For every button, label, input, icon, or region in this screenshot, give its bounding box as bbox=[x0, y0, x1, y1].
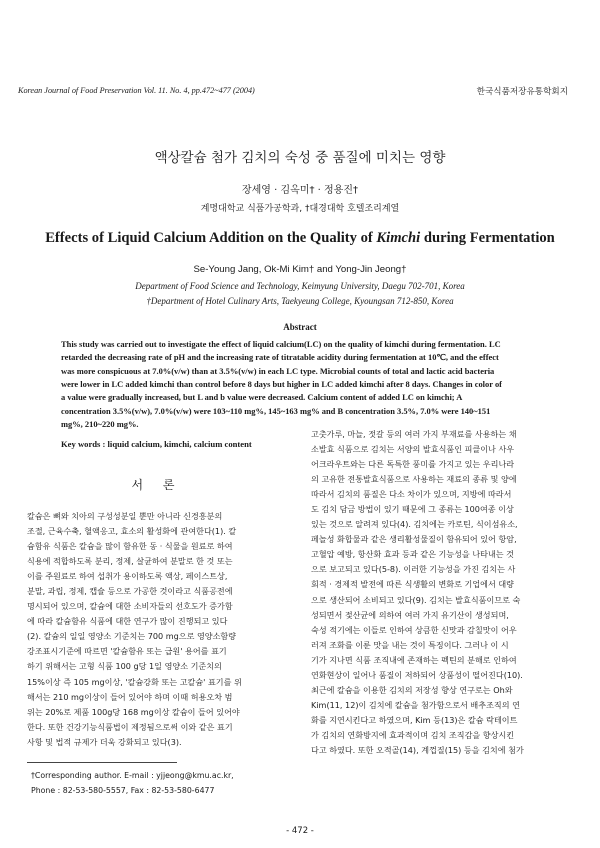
body-line: 러져 조화를 이룬 맛을 내는 것이 특징이다. 그러나 이 시 bbox=[311, 639, 509, 650]
body-line: 조절, 근육수축, 혈액응고, 효소의 활성화에 관여한다(1). 칼 bbox=[27, 526, 237, 537]
body-line: 최근에 칼슘을 이용한 김치의 저장성 향상 연구로는 Oh와 bbox=[311, 684, 513, 695]
right-column bbox=[311, 427, 573, 758]
abstract-line: retarded the decreasing rate of pH and the increasing rate of titratable acidity during fermentation at 10℃, and the effect bbox=[61, 352, 499, 363]
abstract-line: This study was carried out to investigate the effect of liquid calcium(LC) on the quality of kimchi during fermentation. LC bbox=[61, 339, 501, 349]
footnote bbox=[31, 768, 234, 798]
body-line: 가 김치의 연화방지에 효과적이며 김치 조직감을 향상시킨 bbox=[311, 729, 515, 740]
english-title bbox=[0, 230, 600, 247]
body-line: 페놀성 화합물과 같은 생리활성물질이 함유되어 있어 항암, bbox=[311, 534, 517, 545]
body-line: 위는 20%로 제품 100g당 168 mg이상 칼슘이 들어 있어야 bbox=[27, 706, 240, 717]
body-line: 고혈압 예방, 항산화 효과 등과 같은 기능성을 나타내는 것 bbox=[311, 549, 514, 560]
body-line: 숙성 적기에는 이들로 인하여 상큼한 신맛과 감칠맛이 어우 bbox=[311, 624, 517, 635]
body-line: 슘함유 식품은 칼슘을 많이 함유한 동 · 식물을 원료로 하여 bbox=[27, 541, 233, 552]
body-line: (2). 칼슘의 일일 영양소 기준치는 700 mg으로 영양소함량 bbox=[27, 631, 237, 642]
body-line: 칼슘은 뼈와 치아의 구성성분일 뿐만 아니라 신경흥분의 bbox=[27, 511, 223, 521]
body-line: 분말, 과립, 정제, 캡슐 등으로 가공한 것이라고 식품공전에 bbox=[27, 586, 233, 597]
body-line: Kim(11, 12)이 김치에 칼슘을 첨가함으로서 배추조직의 연 bbox=[311, 699, 520, 710]
english-title-italic: Kimchi bbox=[376, 230, 421, 246]
body-line: 사항 및 법적 규제가 더욱 강화되고 있다(3). bbox=[27, 736, 182, 747]
body-line: 따라서 김치의 품질은 다소 차이가 있으며, 지방에 따라서 bbox=[311, 489, 512, 500]
abstract-heading: Abstract bbox=[283, 322, 317, 332]
body-line: 으로 보고되고 있다(5-8). 이러한 기능성을 가진 김치는 사 bbox=[311, 564, 516, 575]
body-line: 고춧가루, 마늘, 젓갈 등의 여러 가지 부재료를 사용하는 채 bbox=[311, 429, 517, 439]
body-line: 해서는 210 mg이상이 들어 있어야 하며 이때 허용오차 범 bbox=[27, 691, 233, 702]
english-affiliation-1: Department of Food Science and Technology, Keimyung University, Daegu 702-701, Korea bbox=[135, 281, 465, 291]
english-affiliation-2: †Department of Hotel Culinary Arts, Taekyeung College, Kyoungsan 712-850, Korea bbox=[146, 296, 454, 306]
footnote-divider bbox=[27, 762, 177, 763]
left-column bbox=[27, 509, 289, 750]
korean-affiliation: 계명대학교 식품가공학과, †대경대학 호텔조리계열 bbox=[200, 204, 400, 214]
page-number: - 472 - bbox=[286, 826, 314, 836]
english-authors: Se-Young Jang, Ok-Mi Kim† and Yong-Jin Jeong† bbox=[193, 264, 407, 275]
body-line: 한다. 또한 건강기능식품법이 제정됨으로써 이와 같은 표기 bbox=[27, 721, 233, 732]
section-title-introduction: 서 론 bbox=[131, 478, 183, 492]
body-line: 화를 지연시킨다고 하였으며, Kim 등(13)은 칼슘 락테이트 bbox=[311, 714, 518, 725]
body-line: 기가 지나면 식품 조직내에 존재하는 펙틴의 분해로 인하여 bbox=[311, 654, 517, 665]
abstract-line: were lower in LC added kimchi than control before 8 days but higher in LC added kimchi after 8 days. Changes in color of bbox=[61, 379, 502, 390]
abstract-line: mg%, 210~220 mg%. bbox=[61, 419, 139, 430]
body-line: 15%이상 즉 105 mg이상, '칼슘강화 또는 고칼슘' 표기를 위 bbox=[27, 676, 242, 687]
body-line: 이를 주원료로 하여 섭취가 용이하도록 액상, 페이스트상, bbox=[27, 571, 228, 582]
abstract-body bbox=[61, 338, 553, 431]
body-line: 하기 위해서는 고형 식품 100 g당 1일 영양소 기준치의 bbox=[27, 661, 222, 672]
journal-citation: Korean Journal of Food Preservation Vol. 11. No. 4, pp.472~477 (2004) bbox=[18, 86, 255, 95]
keywords: Key words : liquid calcium, kimchi, calcium content bbox=[61, 439, 252, 449]
korean-title: 액상칼슘 첨가 김치의 숙성 중 품질에 미치는 영향 bbox=[154, 150, 446, 166]
body-line: 회적 · 경제적 발전에 따른 식생활의 변화로 기업에서 대량 bbox=[311, 579, 514, 590]
body-line: 연화현상이 일어나 품질이 저하되어 상품성이 떨어진다(10). bbox=[311, 669, 523, 680]
body-line: 으로 생산되어 소비되고 있다(9). 김치는 발효식품이므로 숙 bbox=[311, 594, 521, 605]
body-line: 명시되어 있으며, 칼슘에 대한 소비자들의 선호도가 증가함 bbox=[27, 601, 233, 612]
footnote-contact: †Corresponding author. E-mail : yjjeong@kmu.ac.kr, bbox=[31, 771, 234, 780]
abstract-line: was more conspicuous at 7.0%(v/w) than at 3.5%(v/w) in each LC type. Microbial counts of total and lactic acid bacteria bbox=[61, 365, 495, 376]
english-title-part2: during Fermentation bbox=[420, 230, 555, 246]
abstract-line: concentration 3.5%(v/w), 7.0%(v/w) were 103~110 mg%, 145~163 mg% and B concentration 3.5%, 7.0% were 140~151 bbox=[61, 405, 491, 416]
body-line: 강조표시기준에 따르면 '칼슘함유 또는 급원' 용어를 표기 bbox=[27, 646, 227, 657]
footnote-phone: Phone : 82-53-580-5557, Fax : 82-53-580-6477 bbox=[31, 786, 215, 795]
body-line: 어크라우트와는 다른 독특한 풍미를 가지고 있는 우리나라 bbox=[311, 459, 515, 470]
english-title-part1: Effects of Liquid Calcium Addition on the Quality of bbox=[45, 230, 377, 246]
body-line: 소발효 식품으로 김치는 서양의 발효식품인 피클이나 사우 bbox=[311, 444, 515, 455]
abstract-line: a value were gradually increased, but L and b value were decreased. Calcium content of added LC on kimchi; A bbox=[61, 392, 463, 403]
body-line: 있는 것으로 알려져 있다(4). 김치에는 카로틴, 식이섬유소, bbox=[311, 519, 518, 530]
body-line: 성되면서 젖산균에 의하여 여러 가지 유기산이 생성되며, bbox=[311, 609, 509, 620]
korean-authors: 장세영 · 김옥미† · 정용진† bbox=[241, 185, 358, 196]
body-line: 식용에 적합하도록 분리, 정제, 살균하여 분말로 한 것 또는 bbox=[27, 556, 233, 567]
society-name: 한국식품저장유통학회지 bbox=[476, 87, 568, 97]
body-line: 에 따라 칼슘함유 식품에 대한 연구가 많이 진행되고 있다 bbox=[27, 616, 228, 627]
body-line: 의 고유한 전통발효식품으로 사용하는 재료의 종류 및 양에 bbox=[311, 474, 517, 485]
body-line: 도 김치 담금 방법이 있기 때문에 그 종류는 100여종 이상 bbox=[311, 504, 514, 515]
body-line: 다고 하였다. 또한 오적골(14), 계껍질(15) 등을 김치에 첨가 bbox=[311, 744, 524, 755]
